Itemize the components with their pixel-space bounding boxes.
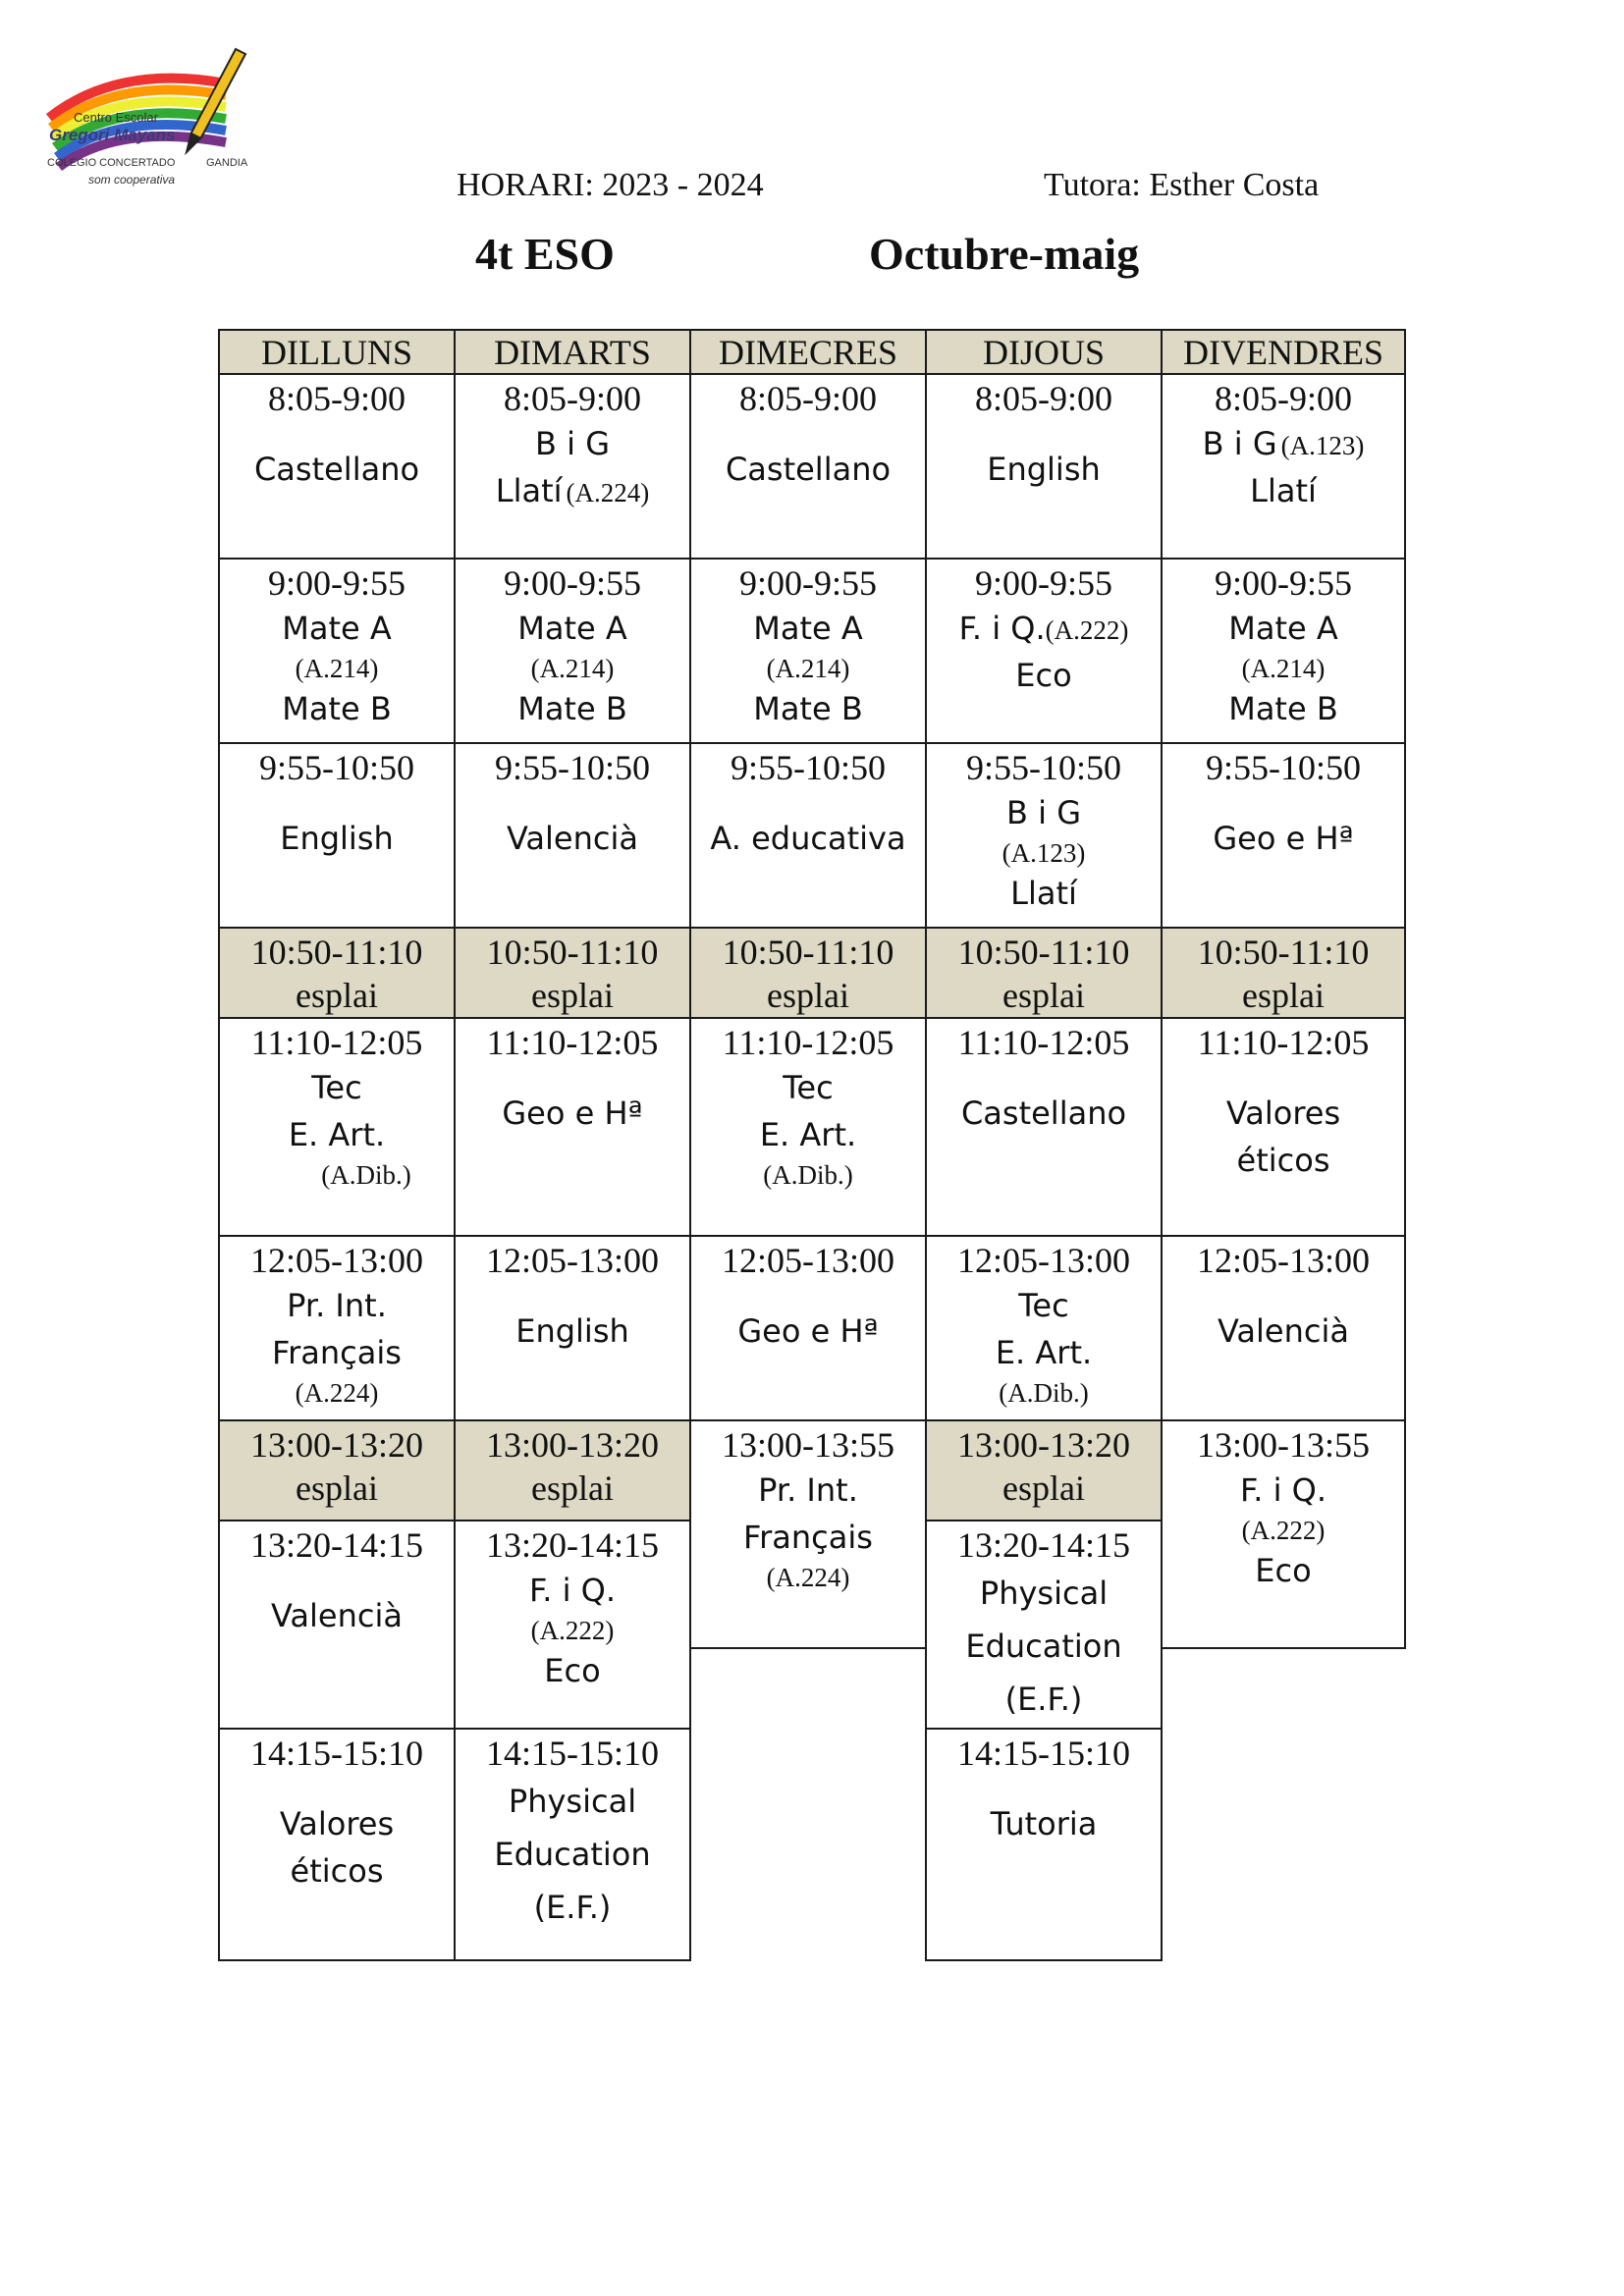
day-header: DIMARTS: [454, 329, 691, 375]
time-slot: 9:00-9:55: [975, 563, 1112, 603]
subject: Mate A: [517, 610, 627, 647]
subject: Llatí: [1250, 472, 1317, 509]
logo-line-3: COLEGIO CONCERTADO: [47, 157, 176, 169]
time-slot: 13:00-13:55: [1197, 1425, 1370, 1465]
subject: Français: [743, 1519, 873, 1556]
schedule-cell: [925, 742, 1163, 929]
time-slot: 11:10-12:05: [250, 1023, 423, 1062]
room: (A.Dib.): [999, 1378, 1089, 1408]
break-label: esplai: [296, 1468, 378, 1508]
time-slot: 9:55-10:50: [495, 748, 650, 787]
break-cell: [218, 1419, 456, 1522]
subject: E. Art.: [759, 1116, 857, 1153]
subject: Castellano: [960, 1095, 1127, 1132]
schedule-cell: [218, 1017, 456, 1237]
subject: Mate A: [753, 610, 863, 647]
time-slot: 14:15-15:10: [250, 1734, 423, 1773]
schedule-cell: [925, 373, 1163, 560]
subject: Castellano: [725, 451, 892, 488]
room: (A.222): [1045, 615, 1129, 645]
break-cell: [1161, 927, 1406, 1019]
subject: F. i Q.: [958, 610, 1046, 647]
subject: Valencià: [271, 1597, 403, 1634]
break-cell: [689, 927, 927, 1019]
time-slot: 10:50-11:10: [957, 933, 1130, 972]
subject: Valores: [1225, 1095, 1341, 1132]
time-slot: 9:55-10:50: [731, 748, 886, 787]
schedule-cell: [454, 1235, 691, 1421]
subject: A. educativa: [710, 820, 906, 857]
break-cell: [454, 927, 691, 1019]
time-slot: 11:10-12:05: [486, 1023, 659, 1062]
subject: Valores: [279, 1805, 395, 1842]
time-slot: 14:15-15:10: [486, 1734, 659, 1773]
day-header: DIMECRES: [689, 329, 927, 375]
subject: (E.F.): [533, 1889, 612, 1926]
room: (A.123): [1001, 838, 1086, 868]
break-label: esplai: [1002, 976, 1085, 1015]
time-slot: 8:05-9:00: [1215, 379, 1352, 418]
subject: (E.F.): [1004, 1681, 1083, 1718]
schedule-cell: [1161, 742, 1406, 929]
break-cell: [218, 927, 456, 1019]
subject: Français: [272, 1334, 402, 1371]
time-slot: 8:05-9:00: [268, 379, 406, 418]
schedule-cell: [454, 1520, 691, 1730]
break-label: esplai: [767, 976, 849, 1015]
room: (A.222): [530, 1616, 615, 1645]
subject: Physical: [979, 1575, 1109, 1612]
subject: Mate A: [282, 610, 392, 647]
subject: Castellano: [253, 451, 420, 488]
time-slot: 10:50-11:10: [250, 933, 423, 972]
day-header: DIVENDRES: [1161, 329, 1406, 375]
subject: éticos: [290, 1852, 384, 1890]
time-slot: 13:00-13:20: [486, 1425, 659, 1465]
subject: Mate B: [282, 690, 392, 727]
room: (A.224): [295, 1378, 379, 1408]
subject: English: [280, 820, 394, 857]
break-cell: [925, 1419, 1163, 1522]
subject: Llatí: [1010, 875, 1077, 912]
schedule-cell: [218, 1235, 456, 1421]
horari-year: HORARI: 2023 - 2024: [457, 167, 764, 203]
time-slot: 10:50-11:10: [486, 933, 659, 972]
break-label: esplai: [531, 976, 614, 1015]
logo-line-2: Gregori Mayans: [49, 126, 176, 144]
subject: Education: [965, 1628, 1122, 1665]
time-slot: 11:10-12:05: [957, 1023, 1130, 1062]
logo-line-4: GANDIA: [206, 157, 248, 169]
time-slot: 11:10-12:05: [1197, 1023, 1370, 1062]
schedule-cell: [689, 1419, 927, 1649]
time-slot: 8:05-9:00: [975, 379, 1112, 418]
time-slot: 8:05-9:00: [504, 379, 641, 418]
schedule-cell: [925, 1235, 1163, 1421]
time-slot: 13:00-13:20: [957, 1425, 1130, 1465]
schedule-cell: [1161, 1017, 1406, 1237]
schedule-cell: [454, 558, 691, 744]
time-slot: 9:00-9:55: [739, 563, 877, 603]
schedule-cell: [689, 742, 927, 929]
room: (A.214): [1241, 654, 1326, 683]
course-title: 4t ESO: [475, 229, 615, 279]
subject: Eco: [1255, 1552, 1312, 1589]
subject: Tec: [1018, 1287, 1069, 1324]
schedule-cell: [925, 1520, 1163, 1730]
schedule-cell: [925, 1728, 1163, 1961]
time-slot: 9:55-10:50: [1206, 748, 1361, 787]
break-cell: [925, 927, 1163, 1019]
schedule-cell: [925, 1017, 1163, 1237]
subject: Tec: [783, 1069, 834, 1106]
room: (A.224): [566, 478, 650, 507]
schedule-cell: [1161, 1419, 1406, 1649]
subject: B i G: [1202, 425, 1277, 462]
tutora-name: Tutora: Esther Costa: [1044, 167, 1320, 203]
schedule-cell: [218, 558, 456, 744]
subject: Tutoria: [990, 1805, 1098, 1842]
time-slot: 12:05-13:00: [957, 1241, 1130, 1280]
schedule-cell: [218, 1520, 456, 1730]
time-slot: 8:05-9:00: [739, 379, 877, 418]
schedule-cell: [1161, 1235, 1406, 1421]
subject: English: [515, 1312, 629, 1350]
time-slot: 9:55-10:50: [966, 748, 1121, 787]
time-slot: 12:05-13:00: [250, 1241, 423, 1280]
subject: Education: [494, 1836, 651, 1873]
subject: Mate B: [517, 690, 627, 727]
subject: Eco: [1015, 657, 1072, 694]
subject: Geo e Hª: [737, 1312, 879, 1350]
logo-line-1: Centro Escolar: [74, 110, 158, 125]
room: (A.214): [766, 654, 850, 683]
period-title: Octubre-maig: [869, 229, 1140, 279]
time-slot: 13:20-14:15: [250, 1525, 423, 1565]
subject: Mate A: [1228, 610, 1338, 647]
logo-line-5: som cooperativa: [88, 173, 176, 187]
time-slot: 12:05-13:00: [486, 1241, 659, 1280]
subject: Tec: [311, 1069, 362, 1106]
schedule-cell: [1161, 373, 1406, 560]
subject: Valencià: [507, 820, 638, 857]
schedule-cell: [454, 742, 691, 929]
time-slot: 10:50-11:10: [722, 933, 894, 972]
subject: E. Art.: [995, 1334, 1093, 1371]
time-slot: 9:55-10:50: [259, 748, 414, 787]
break-label: esplai: [1002, 1468, 1085, 1508]
room: (A.214): [530, 654, 615, 683]
schedule-cell: [218, 1728, 456, 1961]
subject: B i G: [1006, 794, 1081, 831]
subject: Geo e Hª: [1213, 820, 1354, 857]
schedule-cell: [454, 1017, 691, 1237]
subject: Eco: [544, 1652, 601, 1689]
break-label: esplai: [296, 976, 378, 1015]
time-slot: 13:20-14:15: [957, 1525, 1130, 1565]
subject: Llatí: [495, 472, 563, 509]
break-label: esplai: [1242, 976, 1325, 1015]
subject: éticos: [1236, 1142, 1330, 1179]
subject: Physical: [508, 1783, 637, 1820]
room: (A.Dib.): [321, 1160, 411, 1190]
schedule-cell: [1161, 558, 1406, 744]
schedule-cell: [454, 1728, 691, 1961]
time-slot: 11:10-12:05: [722, 1023, 894, 1062]
subject: Mate B: [753, 690, 863, 727]
room: (A.Dib.): [763, 1160, 853, 1190]
subject: Valencià: [1218, 1312, 1349, 1350]
break-label: esplai: [531, 1468, 614, 1508]
room: (A.224): [766, 1563, 850, 1592]
subject: B i G: [535, 425, 610, 462]
day-header: DILLUNS: [218, 329, 456, 375]
time-slot: 9:00-9:55: [504, 563, 641, 603]
subject: Mate B: [1228, 690, 1338, 727]
subject: E. Art.: [288, 1116, 386, 1153]
subject: Pr. Int.: [758, 1471, 858, 1509]
time-slot: 14:15-15:10: [957, 1734, 1130, 1773]
subject: English: [987, 451, 1101, 488]
schedule-cell: [925, 558, 1163, 744]
subject: Geo e Hª: [502, 1095, 643, 1132]
schedule-cell: [218, 742, 456, 929]
room: (A.222): [1241, 1516, 1326, 1545]
time-slot: 13:20-14:15: [486, 1525, 659, 1565]
schedule-cell: [689, 1017, 927, 1237]
room: (A.214): [295, 654, 379, 683]
subject: F. i Q.: [1239, 1471, 1327, 1509]
schedule-cell: [454, 373, 691, 560]
time-slot: 9:00-9:55: [268, 563, 406, 603]
day-header: DIJOUS: [925, 329, 1163, 375]
subject: F. i Q.: [528, 1572, 617, 1609]
time-slot: 12:05-13:00: [722, 1241, 894, 1280]
subject: Pr. Int.: [287, 1287, 387, 1324]
schedule-cell: [218, 373, 456, 560]
time-slot: 13:00-13:55: [722, 1425, 894, 1465]
room: (A.123): [1280, 431, 1365, 460]
time-slot: 12:05-13:00: [1197, 1241, 1370, 1280]
time-slot: 13:00-13:20: [250, 1425, 423, 1465]
schedule-cell: [689, 558, 927, 744]
schedule-cell: [689, 1235, 927, 1421]
schedule-cell: [689, 373, 927, 560]
time-slot: 9:00-9:55: [1215, 563, 1352, 603]
time-slot: 10:50-11:10: [1197, 933, 1370, 972]
break-cell: [454, 1419, 691, 1522]
